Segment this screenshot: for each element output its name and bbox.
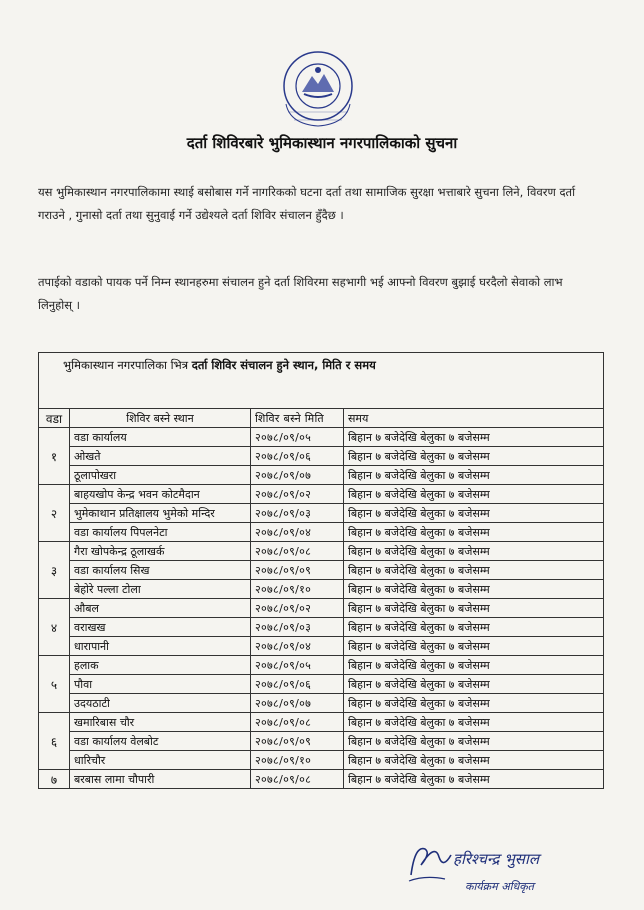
place-cell: वडा कार्यालय वेलबोट [70, 732, 251, 751]
table-row [39, 561, 604, 580]
place-cell: धारापानी [70, 637, 251, 656]
place-cell: औबल [70, 599, 251, 618]
header-date: शिविर बस्ने मिति [251, 409, 344, 428]
place-cell: धारिचौर [70, 751, 251, 770]
table-row [39, 732, 604, 751]
date-cell: २०७८/०९/०३ [251, 618, 344, 637]
date-cell: २०७८/०९/०७ [251, 466, 344, 485]
table-row [39, 713, 604, 732]
place-cell: वडा कार्यालय [70, 428, 251, 447]
place-cell: हलाक [70, 656, 251, 675]
table-row [39, 428, 604, 447]
ward-number: २ [39, 485, 70, 542]
place-cell: वडा कार्यालय पिपलनेटा [70, 523, 251, 542]
time-cell: बिहान ७ बजेदेखि बेलुका ७ बजेसम्म [344, 637, 604, 656]
time-cell: बिहान ७ बजेदेखि बेलुका ७ बजेसम्म [344, 713, 604, 732]
date-cell: २०७८/०९/०८ [251, 713, 344, 732]
camp-schedule-table [38, 352, 604, 789]
table-row [39, 637, 604, 656]
time-cell: बिहान ७ बजेदेखि बेलुका ७ बजेसम्म [344, 466, 604, 485]
table-row [39, 504, 604, 523]
table-row [39, 466, 604, 485]
signatory-post: कार्यक्रम अधिकृत [465, 880, 534, 893]
date-cell: २०७८/०९/०७ [251, 694, 344, 713]
table-row [39, 485, 604, 504]
date-cell: २०७८/०९/०६ [251, 447, 344, 466]
time-cell: बिहान ७ बजेदेखि बेलुका ७ बजेसम्म [344, 523, 604, 542]
table-caption-prefix: भुमिकास्थान नगरपालिका भित्र [63, 358, 189, 372]
header-time: समय [344, 409, 604, 428]
ward-number: ५ [39, 656, 70, 713]
date-cell: २०७८/०९/०३ [251, 504, 344, 523]
place-cell: गैरा खोपकेन्द्र ठूलाखर्क [70, 542, 251, 561]
header-place: शिविर बस्ने स्थान [70, 409, 251, 428]
time-cell: बिहान ७ बजेदेखि बेलुका ७ बजेसम्म [344, 675, 604, 694]
time-cell: बिहान ७ बजेदेखि बेलुका ७ बजेसम्म [344, 656, 604, 675]
place-cell: भुमेकाथान प्रतिक्षालय भुमेको मन्दिर [70, 504, 251, 523]
time-cell: बिहान ७ बजेदेखि बेलुका ७ बजेसम्म [344, 751, 604, 770]
date-cell: २०७८/०९/०८ [251, 770, 344, 789]
municipality-seal-icon [268, 42, 368, 142]
ward-number: ३ [39, 542, 70, 599]
place-cell: वडा कार्यालय सिख [70, 561, 251, 580]
date-cell: २०७८/०९/१० [251, 751, 344, 770]
time-cell: बिहान ७ बजेदेखि बेलुका ७ बजेसम्म [344, 542, 604, 561]
page-title: दर्ता शिविरबारे भुमिकास्थान नगरपालिकाको सुचना [186, 134, 458, 152]
date-cell: २०७८/०९/०६ [251, 675, 344, 694]
date-cell: २०७८/०९/१० [251, 580, 344, 599]
table-row [39, 675, 604, 694]
place-cell: वराखख [70, 618, 251, 637]
signatory-name: हरिश्चन्द्र भुसाल [453, 850, 539, 868]
place-cell: बेहोरे पल्ला टोला [70, 580, 251, 599]
place-cell: ठूलापोखरा [70, 466, 251, 485]
table-caption [39, 353, 604, 409]
place-cell: बरबास लामा चौपारी [70, 770, 251, 789]
time-cell: बिहान ७ बजेदेखि बेलुका ७ बजेसम्म [344, 428, 604, 447]
time-cell: बिहान ७ बजेदेखि बेलुका ७ बजेसम्म [344, 504, 604, 523]
table-row [39, 542, 604, 561]
place-cell: ओखते [70, 447, 251, 466]
time-cell: बिहान ७ बजेदेखि बेलुका ७ बजेसम्म [344, 618, 604, 637]
table-caption-bold: दर्ता शिविर संचालन हुने स्थान, मिति र समय [191, 358, 376, 372]
intro-paragraph: यस भुमिकास्थान नगरपालिकामा स्थाई बसोबास गर्ने नागरिकको घटना दर्ता तथा सामाजिक सुरक्षा भत्ताबारे सुचना लिने, विवरण दर्ता गराउने , गुनासो दर्ता तथा सुनुवाई गर्ने उद्येश्यले दर्ता शिविर संचालन हुँदैछ । [38, 185, 576, 222]
time-cell: बिहान ७ बजेदेखि बेलुका ७ बजेसम्म [344, 447, 604, 466]
time-cell: बिहान ७ बजेदेखि बेलुका ७ बजेसम्म [344, 580, 604, 599]
table-row [39, 770, 604, 789]
instruction-paragraph: तपाईको वडाको पायक पर्ने निम्न स्थानहरुमा संचालन हुने दर्ता शिविरमा सहभागी भई आफ्नो विवरण बुझाई घरदैलो सेवाको लाभ लिनुहोस् । [38, 275, 563, 312]
time-cell: बिहान ७ बजेदेखि बेलुका ७ बजेसम्म [344, 485, 604, 504]
time-cell: बिहान ७ बजेदेखि बेलुका ७ बजेसम्म [344, 561, 604, 580]
date-cell: २०७८/०९/०२ [251, 599, 344, 618]
table-row [39, 656, 604, 675]
time-cell: बिहान ७ बजेदेखि बेलुका ७ बजेसम्म [344, 694, 604, 713]
table-row [39, 580, 604, 599]
place-cell: पौवा [70, 675, 251, 694]
table-row [39, 523, 604, 542]
date-cell: २०७८/०९/०५ [251, 656, 344, 675]
table-row [39, 694, 604, 713]
date-cell: २०७८/०९/०९ [251, 732, 344, 751]
header-ward: वडा [39, 409, 70, 428]
place-cell: खमारिबास चौर [70, 713, 251, 732]
ward-number: ७ [39, 770, 70, 789]
place-cell: बाहयखोप केन्द्र भवन कोटमैदान [70, 485, 251, 504]
table-row [39, 599, 604, 618]
ward-number: १ [39, 428, 70, 485]
table-row [39, 751, 604, 770]
date-cell: २०७८/०९/०४ [251, 637, 344, 656]
time-cell: बिहान ७ बजेदेखि बेलुका ७ बजेसम्म [344, 732, 604, 751]
date-cell: २०७८/०९/०८ [251, 542, 344, 561]
ward-number: ४ [39, 599, 70, 656]
time-cell: बिहान ७ बजेदेखि बेलुका ७ बजेसम्म [344, 599, 604, 618]
table-header-row [39, 409, 604, 428]
date-cell: २०७८/०९/०४ [251, 523, 344, 542]
place-cell: उदयठाटी [70, 694, 251, 713]
table-row [39, 447, 604, 466]
ward-number: ६ [39, 713, 70, 770]
table-row [39, 618, 604, 637]
date-cell: २०७८/०९/०५ [251, 428, 344, 447]
table-body [39, 428, 604, 789]
signature-block [405, 835, 605, 905]
time-cell: बिहान ७ बजेदेखि बेलुका ७ बजेसम्म [344, 770, 604, 789]
date-cell: २०७८/०९/०२ [251, 485, 344, 504]
date-cell: २०७८/०९/०९ [251, 561, 344, 580]
